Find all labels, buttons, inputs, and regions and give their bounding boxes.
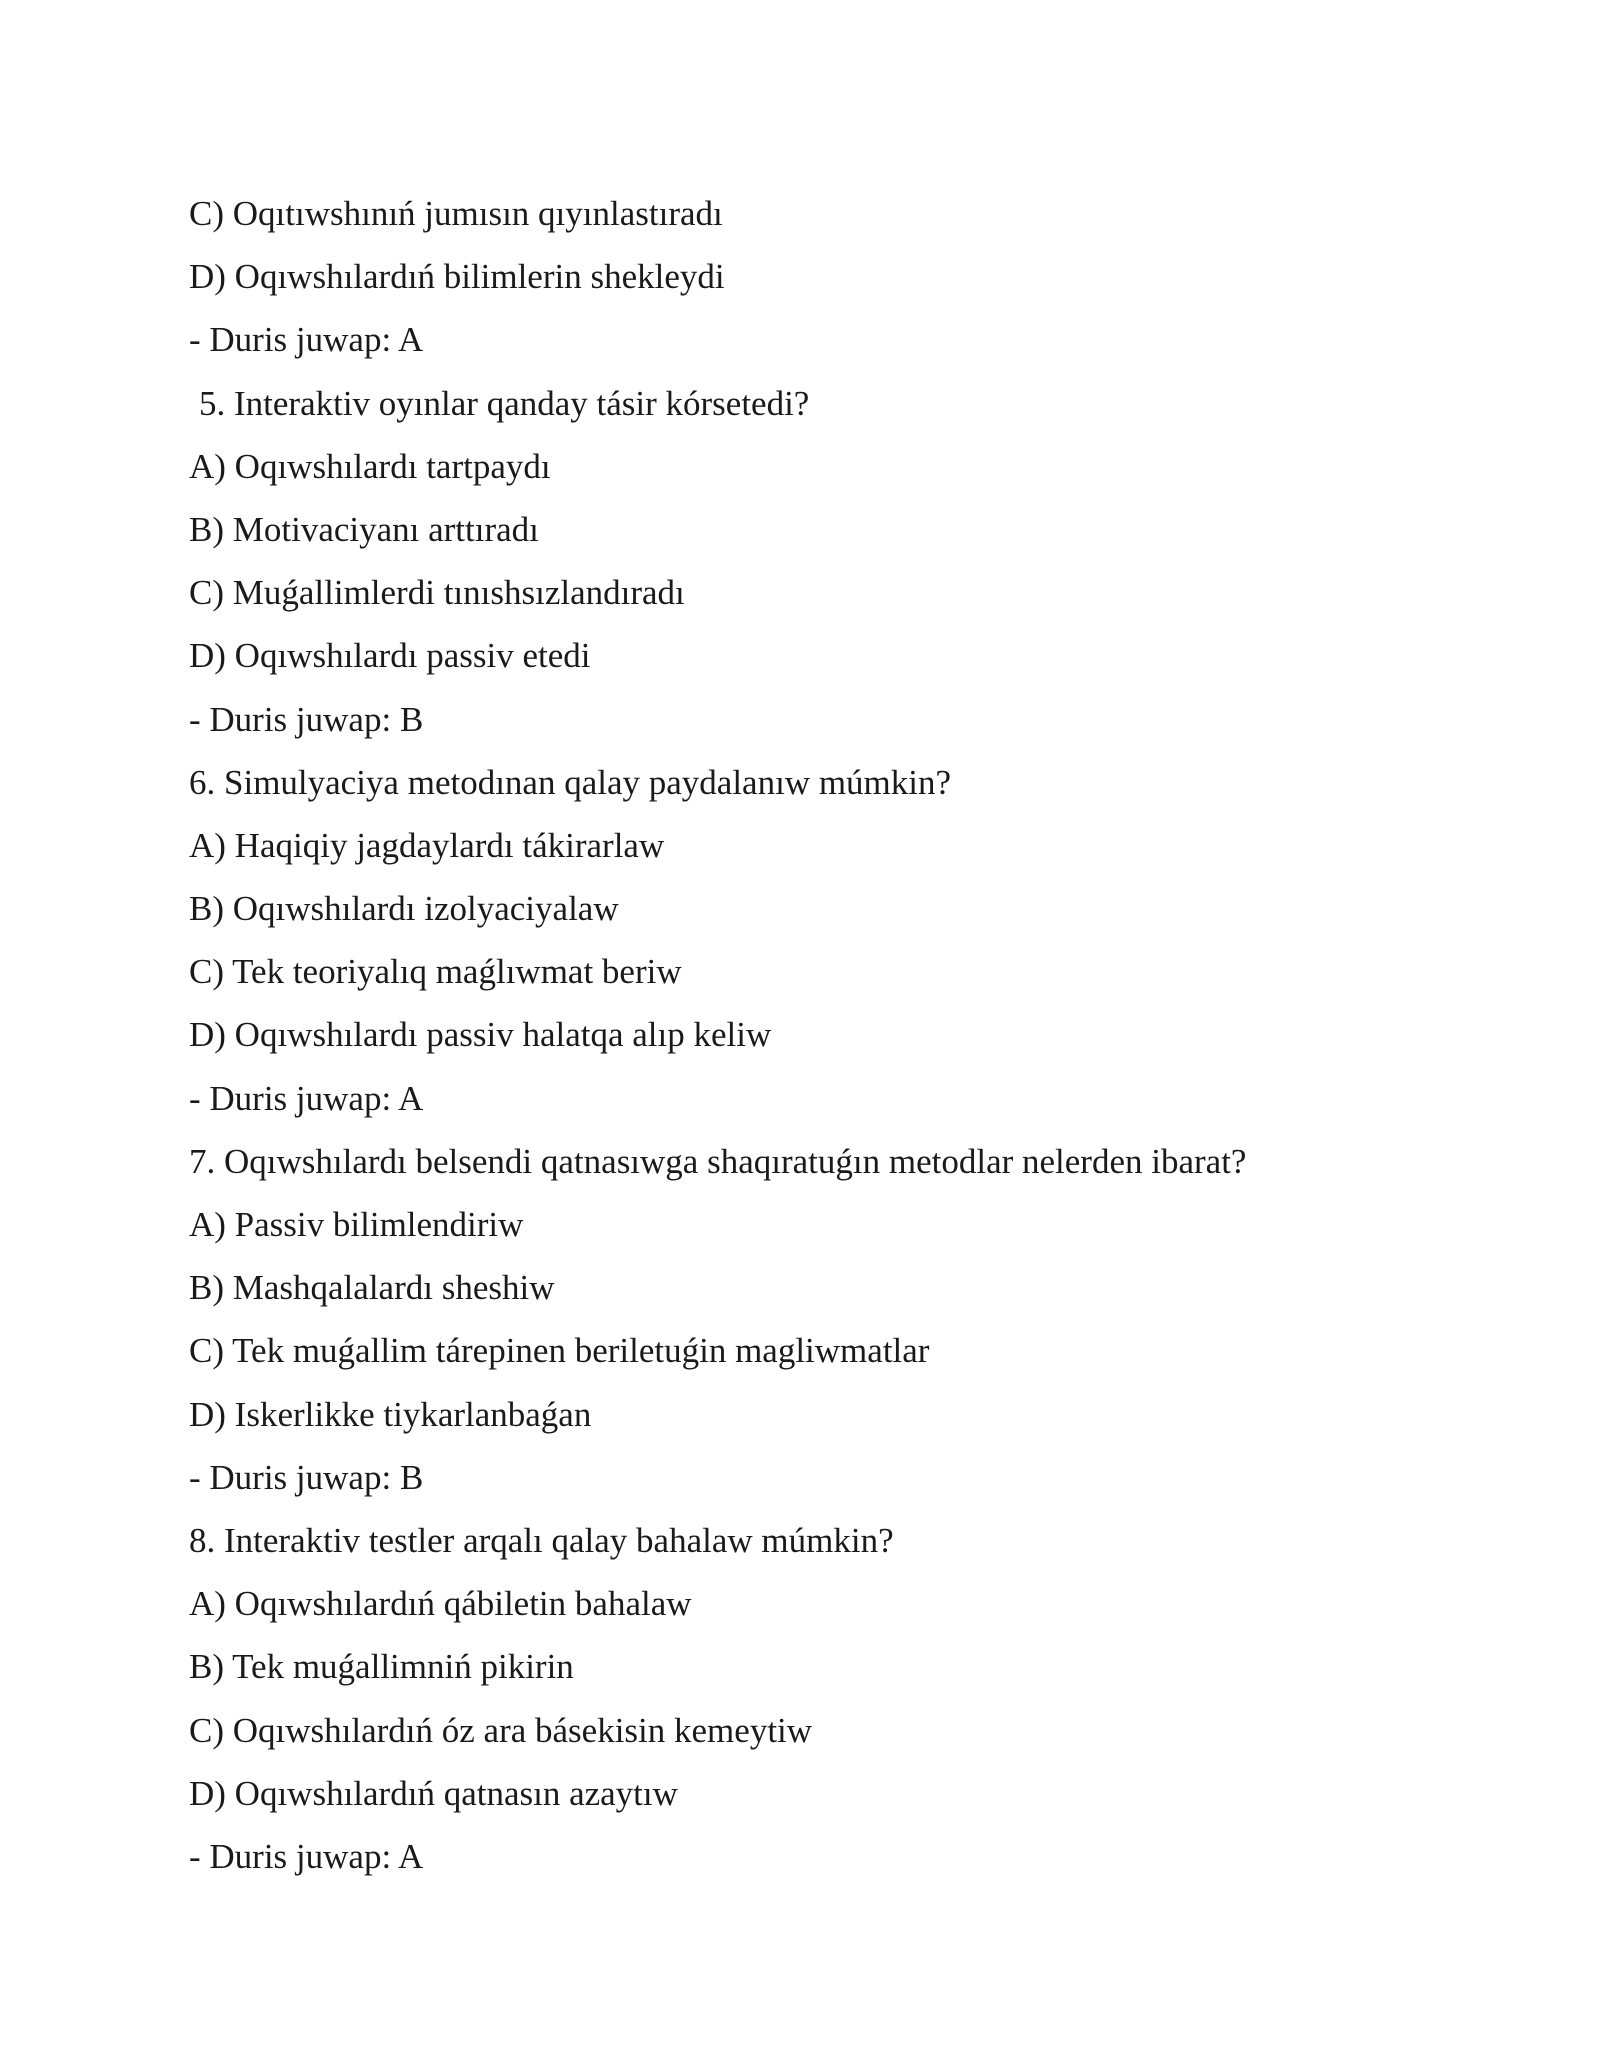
option-b-q7: B) Mashqalalardı sheshiw bbox=[189, 1268, 555, 1308]
option-c-q8: C) Oqıwshılardıń óz ara básekisin kemeytiw bbox=[189, 1710, 813, 1750]
question-7: 7. Oqıwshılardı belsendi qatnasıwga shaqıratuǵın metodlar nelerden ibarat? bbox=[189, 1141, 1247, 1181]
option-a-q5: A) Oqıwshılardı tartpaydı bbox=[189, 446, 551, 486]
option-c-q4: C) Oqıtıwshınıń jumısın qıyınlastıradı bbox=[189, 194, 723, 233]
option-a-q6: A) Haqiqiy jagdaylardı tákirarlaw bbox=[189, 825, 665, 865]
option-d-q8: D) Oqıwshılardıń qatnasın azaytıw bbox=[189, 1773, 678, 1813]
answer-q5: - Duris juwap: B bbox=[189, 699, 424, 739]
option-c-q6: C) Tek teoriyalıq maǵlıwmat beriw bbox=[189, 952, 682, 992]
answer-q6: - Duris juwap: A bbox=[189, 1078, 424, 1118]
option-d-q7: D) Iskerlikke tiykarlanbaǵan bbox=[189, 1394, 592, 1434]
option-d-q6: D) Oqıwshılardı passiv halatqa alıp keliw bbox=[189, 1015, 772, 1055]
option-b-q5: B) Motivaciyanı arttıradı bbox=[189, 509, 539, 549]
option-d-q4: D) Oqıwshılardıń bilimlerin shekleydi bbox=[189, 257, 725, 297]
document-text-body bbox=[189, 182, 1449, 1888]
option-a-q8: A) Oqıwshılardıń qábiletin bahalaw bbox=[189, 1584, 692, 1624]
option-b-q8: B) Tek muǵallimniń pikirin bbox=[189, 1647, 574, 1687]
answer-q8: - Duris juwap: A bbox=[189, 1836, 424, 1876]
question-6: 6. Simulyaciya metodınan qalay paydalanıw múmkin? bbox=[189, 762, 952, 802]
question-5: 5. Interaktiv oyınlar qanday tásir kórsetedi? bbox=[199, 383, 810, 423]
answer-q7: - Duris juwap: B bbox=[189, 1457, 424, 1497]
answer-q4: - Duris juwap: A bbox=[189, 320, 424, 360]
option-b-q6: B) Oqıwshılardı izolyaciyalaw bbox=[189, 889, 619, 929]
question-8: 8. Interaktiv testler arqalı qalay bahalaw múmkin? bbox=[189, 1520, 894, 1560]
option-c-q7: C) Tek muǵallim tárepinen beriletuǵin magliwmatlar bbox=[189, 1331, 930, 1371]
option-a-q7: A) Passiv bilimlendiriw bbox=[189, 1205, 524, 1244]
option-c-q5: C) Muǵallimlerdi tınıshsızlandıradı bbox=[189, 573, 685, 613]
option-d-q5: D) Oqıwshılardı passiv etedi bbox=[189, 636, 591, 676]
